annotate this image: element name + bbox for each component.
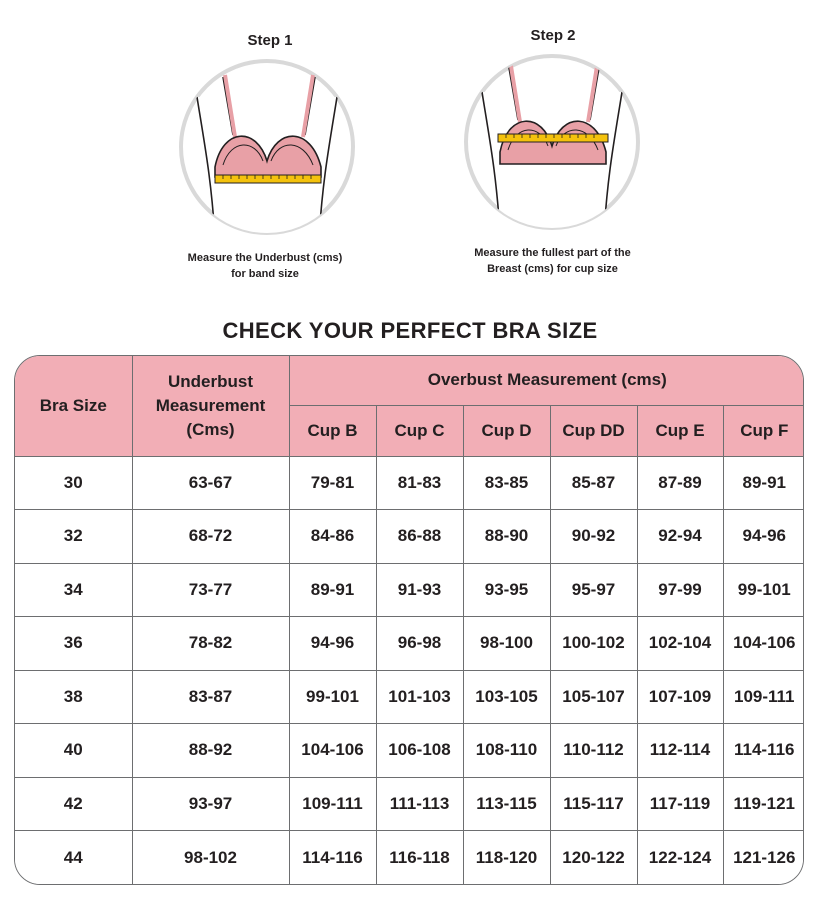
- cell-cup-dd: 105-107: [550, 670, 637, 724]
- cell-bra-size: 36: [15, 617, 132, 671]
- cell-cup-d: 113-115: [463, 777, 550, 831]
- header-underbust: [132, 356, 289, 456]
- size-table-body: [15, 456, 804, 884]
- size-chart-table: [14, 355, 804, 885]
- header-cup-e: Cup E: [637, 405, 723, 456]
- header-cup-c: Cup C: [376, 405, 463, 456]
- step2-caption-line1: Measure the fullest part of the: [474, 247, 631, 259]
- cell-cup-c: 116-118: [376, 831, 463, 885]
- cell-bra-size: 38: [15, 670, 132, 724]
- cell-cup-b: 89-91: [289, 563, 376, 617]
- cell-cup-dd: 100-102: [550, 617, 637, 671]
- cell-cup-e: 122-124: [637, 831, 723, 885]
- table-row: [15, 831, 804, 885]
- cell-bra-size: 34: [15, 563, 132, 617]
- step1-title-text: Step 1: [247, 32, 293, 49]
- table-row: [15, 777, 804, 831]
- cell-cup-f: 121-126: [723, 831, 804, 885]
- cell-cup-c: 101-103: [376, 670, 463, 724]
- cell-cup-e: 97-99: [637, 563, 723, 617]
- cell-cup-b: 79-81: [289, 456, 376, 510]
- cell-underbust: 78-82: [132, 617, 289, 671]
- cell-cup-dd: 110-112: [550, 724, 637, 778]
- header-cup-b: Cup B: [289, 405, 376, 456]
- table-row: [15, 510, 804, 564]
- header-overbust: Overbust Measurement (cms): [289, 356, 804, 405]
- cell-cup-c: 91-93: [376, 563, 463, 617]
- cell-cup-c: 96-98: [376, 617, 463, 671]
- cell-cup-b: 84-86: [289, 510, 376, 564]
- cell-cup-f: 109-111: [723, 670, 804, 724]
- cell-cup-e: 102-104: [637, 617, 723, 671]
- cell-underbust: 88-92: [132, 724, 289, 778]
- step2-title: [513, 27, 593, 45]
- size-chart-heading: CHECK YOUR PERFECT BRA SIZE: [222, 318, 598, 343]
- step1-caption-line1: Measure the Underbust (cms): [187, 252, 343, 264]
- cell-cup-f: 104-106: [723, 617, 804, 671]
- cell-cup-c: 81-83: [376, 456, 463, 510]
- cell-cup-e: 107-109: [637, 670, 723, 724]
- cell-cup-d: 108-110: [463, 724, 550, 778]
- cell-bra-size: 44: [15, 831, 132, 885]
- step2-caption-line2: Breast (cms) for cup size: [487, 263, 618, 275]
- table-row: [15, 563, 804, 617]
- cell-cup-f: 99-101: [723, 563, 804, 617]
- cell-cup-d: 83-85: [463, 456, 550, 510]
- cell-cup-b: 99-101: [289, 670, 376, 724]
- cell-bra-size: 30: [15, 456, 132, 510]
- step2-title-text: Step 2: [530, 27, 576, 44]
- cell-underbust: 98-102: [132, 831, 289, 885]
- header-bra-size: Bra Size: [15, 356, 132, 456]
- cell-cup-b: 114-116: [289, 831, 376, 885]
- cell-cup-d: 88-90: [463, 510, 550, 564]
- header-underbust-line1: Underbust: [168, 371, 253, 391]
- cell-cup-c: 106-108: [376, 724, 463, 778]
- header-cup-dd: Cup DD: [550, 405, 637, 456]
- cell-cup-c: 86-88: [376, 510, 463, 564]
- size-table: [15, 356, 804, 884]
- step1-caption-line2: for band size: [231, 268, 299, 280]
- cell-cup-dd: 95-97: [550, 563, 637, 617]
- cell-cup-f: 114-116: [723, 724, 804, 778]
- cell-bra-size: 42: [15, 777, 132, 831]
- cell-cup-f: 94-96: [723, 510, 804, 564]
- cell-underbust: 83-87: [132, 670, 289, 724]
- cell-cup-d: 118-120: [463, 831, 550, 885]
- cell-cup-dd: 115-117: [550, 777, 637, 831]
- header-underbust-line3: (Cms): [186, 419, 235, 439]
- cell-cup-e: 87-89: [637, 456, 723, 510]
- table-row: [15, 456, 804, 510]
- cell-cup-d: 93-95: [463, 563, 550, 617]
- cell-cup-e: 117-119: [637, 777, 723, 831]
- step1-title: [230, 32, 310, 50]
- cell-bra-size: 32: [15, 510, 132, 564]
- cell-cup-d: 103-105: [463, 670, 550, 724]
- table-row: [15, 670, 804, 724]
- cell-cup-dd: 85-87: [550, 456, 637, 510]
- cell-cup-b: 109-111: [289, 777, 376, 831]
- cell-cup-e: 92-94: [637, 510, 723, 564]
- cell-bra-size: 40: [15, 724, 132, 778]
- cell-cup-f: 89-91: [723, 456, 804, 510]
- table-row: [15, 617, 804, 671]
- step1-caption: [160, 250, 370, 282]
- cell-cup-b: 104-106: [289, 724, 376, 778]
- step2-caption: [445, 245, 660, 277]
- cell-cup-dd: 90-92: [550, 510, 637, 564]
- header-cup-d: Cup D: [463, 405, 550, 456]
- cell-cup-c: 111-113: [376, 777, 463, 831]
- cell-cup-e: 112-114: [637, 724, 723, 778]
- cell-underbust: 93-97: [132, 777, 289, 831]
- cell-underbust: 73-77: [132, 563, 289, 617]
- header-cup-f: Cup F: [723, 405, 804, 456]
- table-row: [15, 724, 804, 778]
- fullest-bust-measure-illustration: [460, 52, 644, 232]
- underbust-measure-illustration: [175, 57, 359, 237]
- cell-cup-f: 119-121: [723, 777, 804, 831]
- header-underbust-line2: Measurement: [155, 395, 266, 415]
- cell-underbust: 68-72: [132, 510, 289, 564]
- cell-cup-d: 98-100: [463, 617, 550, 671]
- cell-cup-dd: 120-122: [550, 831, 637, 885]
- cell-underbust: 63-67: [132, 456, 289, 510]
- cell-cup-b: 94-96: [289, 617, 376, 671]
